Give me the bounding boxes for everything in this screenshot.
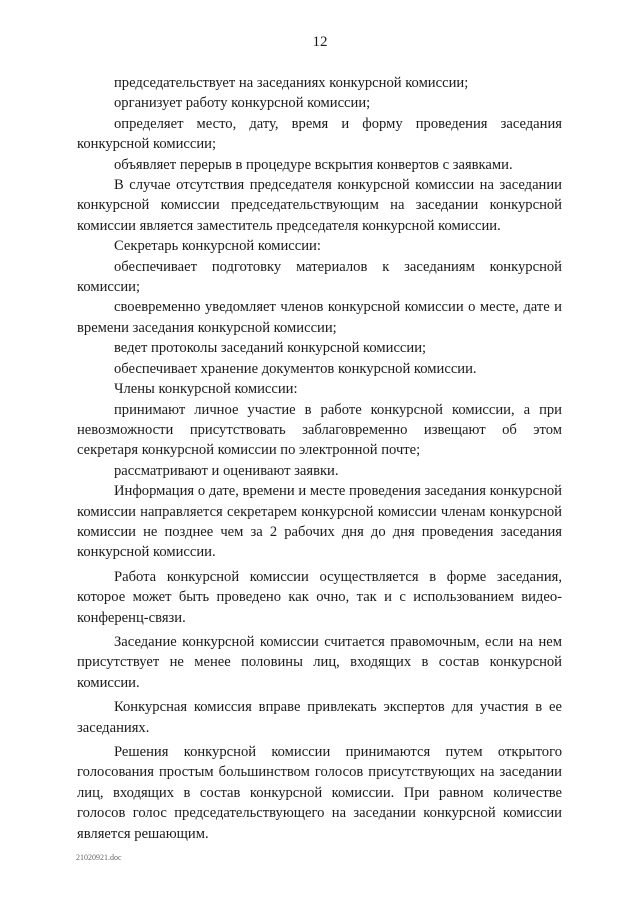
paragraph: рассматривают и оценивают заявки. [114, 462, 339, 479]
paragraph: Секретарь конкурсной комиссии: [114, 238, 321, 255]
page-number: 12 [312, 34, 328, 50]
paragraph: принимают личное участие в работе конкурсной комиссии, а при невозможности присутствовать заблаговременно извещают об этом секретаря конкурсной комиссии по электронной почте; [77, 401, 562, 459]
paragraph: В случае отсутствия председателя конкурсной комиссии на заседании конкурсной комиссии председательствующим на заседании конкурсной комиссии является заместитель председателя конкурсной комиссии. [77, 177, 562, 234]
paragraph: объявляет перерыв в процедуре вскрытия конвертов с заявками. [114, 156, 513, 173]
paragraph: ведет протоколы заседаний конкурсной комиссии; [114, 340, 427, 357]
paragraph: обеспечивает подготовку материалов к заседаниям конкурсной комиссии; [77, 258, 562, 296]
paragraph: Работа конкурсной комиссии осуществляется в форме заседания, которое может быть проведено как очно, так и с использованием видео-конференц-связи. [77, 568, 562, 626]
paragraph: Заседание конкурсной комиссии считается правомочным, если на нем присутствует не менее половины лиц, входящих в состав конкурсной комиссии. [77, 633, 562, 691]
paragraph: Члены конкурсной комиссии: [114, 381, 298, 398]
paragraph: определяет место, дату, время и форму проведения заседания конкурсной комиссии; [77, 115, 562, 153]
footer-filename: 21020921.doc [76, 853, 122, 862]
paragraph: председательствует на заседаниях конкурсной комиссии; [114, 75, 469, 91]
paragraph: Информация о дате, времени и месте проведения заседания конкурсной комиссии направляется секретарем конкурсной комиссии членам конкурсной комиссии не позднее чем за 2 рабочих дня до дня проведения заседания конкурсной комиссии. [77, 483, 562, 561]
paragraph: организует работу конкурсной комиссии; [114, 95, 371, 112]
document-body [77, 73, 562, 844]
paragraph: Конкурсная комиссия вправе привлекать экспертов для участия в ее заседаниях. [77, 699, 562, 736]
paragraph: своевременно уведомляет членов конкурсной комиссии о месте, дате и времени заседания конкурсной комиссии; [77, 299, 562, 336]
paragraph: обеспечивает хранение документов конкурсной комиссии. [114, 360, 477, 377]
paragraph: Решения конкурсной комиссии принимаются путем открытого голосования простым большинством голосов присутствующих на заседании лиц, входящих в состав конкурсной комиссии. При равном количестве голосов голос председательствующего на заседании конкурсной комиссии является решающим. [77, 744, 562, 842]
